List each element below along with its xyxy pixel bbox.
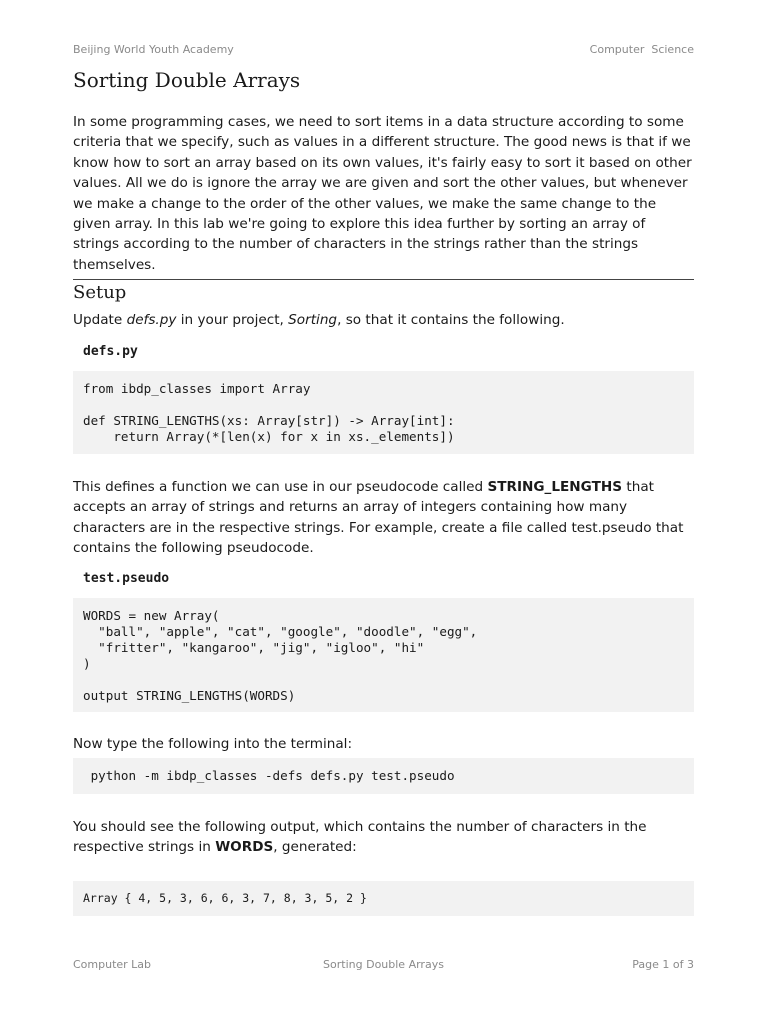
setup-text-mid: in your project, [176, 312, 289, 328]
output-description-paragraph [73, 817, 694, 858]
school-name: Beijing World Youth Academy [73, 43, 234, 56]
setup-project-name: Sorting [288, 312, 338, 328]
defs-code-block: from ibdp_classes import Array def STRING_LENGTHS(xs: Array[str]) -> Array[int]: return Array(*[len(x) for x in xs._elements]) [73, 371, 694, 454]
footer-left: Computer Lab [73, 958, 152, 971]
output-block: Array { 4, 5, 3, 6, 6, 3, 7, 8, 3, 5, 2 } [73, 881, 694, 916]
setup-heading: Setup [73, 282, 127, 303]
words-variable-name: WORDS [215, 839, 274, 856]
para4-text-before: You should see the following output, which contains the number of characters in the respective strings in [73, 819, 647, 856]
section-divider [73, 279, 694, 280]
setup-text-after: , so that it contains the following. [337, 312, 565, 328]
function-name: STRING_LENGTHS [487, 479, 623, 495]
footer-page-number: Page 1 of 3 [632, 958, 694, 971]
para2-text-before: This defines a function we can use in our pseudocode called [73, 479, 488, 495]
para4-text-after: , generated: [273, 839, 357, 856]
setup-text-before: Update [73, 312, 127, 328]
setup-paragraph [73, 310, 694, 330]
function-description-paragraph [73, 477, 694, 559]
terminal-command-block: python -m ibdp_classes -defs defs.py test.pseudo [73, 758, 694, 794]
terminal-instruction: Now type the following into the terminal: [73, 736, 353, 752]
intro-paragraph: In some programming cases, we need to sort items in a data structure according to some criteria that we specify, such as values in a different structure. The good news is that if we know how to sort an array based on its own values, it's fairly easy to sort it based on other values. All we do is ignore the array we are given and sort the other values, but whenever we make a change to the order of the other values, we make the same change to the given array. In this lab we're going to explore this idea further by sorting an array of strings according to the number of characters in the strings rather than the strings themselves. [73, 114, 692, 273]
subject-name: Computer Science [589, 43, 694, 56]
page-header [73, 43, 694, 56]
page-title: Sorting Double Arrays [73, 68, 301, 92]
footer-center: Sorting Double Arrays [323, 958, 444, 971]
defs-filename: defs.py [83, 344, 138, 359]
test-code-block: WORDS = new Array( "ball", "apple", "cat", "google", "doodle", "egg", "fritter", "kangaroo", "jig", "igloo", "hi" ) output STRING_LENGTHS(WORDS) [73, 598, 694, 712]
test-filename: test.pseudo [83, 571, 170, 586]
setup-file-name: defs.py [126, 312, 177, 328]
para2-text-after: that accepts an array of strings and returns an array of integers containing how many characters are in the respective strings. For example, create a file called test.pseudo that contains the following pseudocode. [73, 479, 684, 557]
